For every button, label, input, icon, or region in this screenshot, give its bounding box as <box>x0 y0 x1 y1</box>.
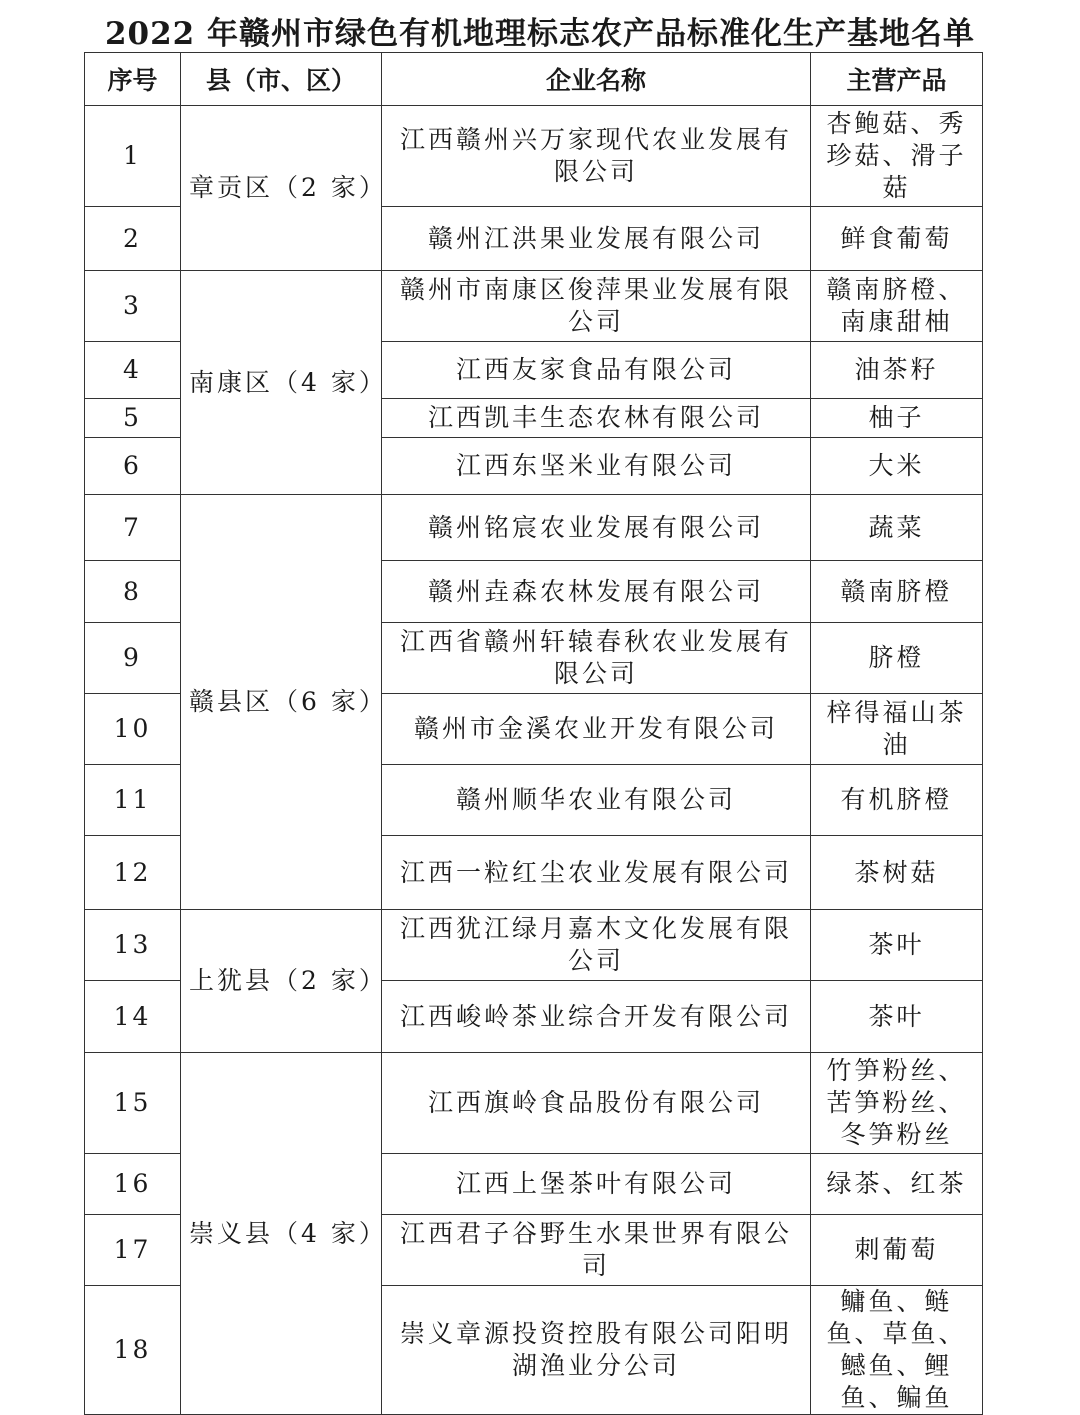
product-cell: 赣南脐橙 <box>811 561 983 623</box>
serial-cell: 2 <box>85 207 181 271</box>
serial-cell: 15 <box>85 1053 181 1154</box>
table-row <box>85 495 983 561</box>
table-header-row <box>85 53 983 106</box>
company-cell: 赣州市南康区俊萍果业发展有限公司 <box>382 271 811 342</box>
header-serial: 序号 <box>85 53 181 106</box>
county-cell: 赣县区（6 家） <box>181 495 382 910</box>
product-cell: 柚子 <box>811 399 983 438</box>
serial-cell: 10 <box>85 694 181 765</box>
company-cell: 赣州顺华农业有限公司 <box>382 765 811 836</box>
company-cell: 江西旗岭食品股份有限公司 <box>382 1053 811 1154</box>
company-cell: 崇义章源投资控股有限公司阳明湖渔业分公司 <box>382 1286 811 1415</box>
county-cell: 崇义县（4 家） <box>181 1053 382 1415</box>
serial-cell: 12 <box>85 836 181 910</box>
company-cell: 赣州垚森农林发展有限公司 <box>382 561 811 623</box>
company-cell: 赣州铭宸农业发展有限公司 <box>382 495 811 561</box>
product-cell: 有机脐橙 <box>811 765 983 836</box>
header-county: 县（市、区） <box>181 53 382 106</box>
serial-cell: 9 <box>85 623 181 694</box>
serial-cell: 7 <box>85 495 181 561</box>
base-list-table <box>84 52 983 1415</box>
table-row <box>85 271 983 342</box>
product-cell: 杏鲍菇、秀珍菇、滑子菇 <box>811 106 983 207</box>
product-cell: 绿茶、红茶 <box>811 1154 983 1215</box>
product-cell: 刺葡萄 <box>811 1215 983 1286</box>
county-cell: 章贡区（2 家） <box>181 106 382 271</box>
product-cell: 茶叶 <box>811 910 983 981</box>
company-cell: 江西东坚米业有限公司 <box>382 438 811 495</box>
header-product: 主营产品 <box>811 53 983 106</box>
serial-cell: 18 <box>85 1286 181 1415</box>
company-cell: 江西上堡茶叶有限公司 <box>382 1154 811 1215</box>
product-cell: 脐橙 <box>811 623 983 694</box>
serial-cell: 17 <box>85 1215 181 1286</box>
serial-cell: 8 <box>85 561 181 623</box>
company-cell: 江西友家食品有限公司 <box>382 342 811 399</box>
company-cell: 江西犹江绿月嘉木文化发展有限公司 <box>382 910 811 981</box>
serial-cell: 1 <box>85 106 181 207</box>
table-row <box>85 1053 983 1154</box>
company-cell: 江西赣州兴万家现代农业发展有限公司 <box>382 106 811 207</box>
company-cell: 江西凯丰生态农林有限公司 <box>382 399 811 438</box>
company-cell: 江西君子谷野生水果世界有限公司 <box>382 1215 811 1286</box>
serial-cell: 14 <box>85 981 181 1053</box>
serial-cell: 4 <box>85 342 181 399</box>
serial-cell: 5 <box>85 399 181 438</box>
product-cell: 鳙鱼、鲢鱼、草鱼、鳡鱼、鲤鱼、鳊鱼 <box>811 1286 983 1415</box>
table-row <box>85 910 983 981</box>
company-cell: 江西峻岭茶业综合开发有限公司 <box>382 981 811 1053</box>
serial-cell: 16 <box>85 1154 181 1215</box>
product-cell: 竹笋粉丝、苦笋粉丝、冬笋粉丝 <box>811 1053 983 1154</box>
serial-cell: 11 <box>85 765 181 836</box>
product-cell: 赣南脐橙、南康甜柚 <box>811 271 983 342</box>
product-cell: 梓得福山茶油 <box>811 694 983 765</box>
county-cell: 南康区（4 家） <box>181 271 382 495</box>
product-cell: 油茶籽 <box>811 342 983 399</box>
company-cell: 赣州市金溪农业开发有限公司 <box>382 694 811 765</box>
product-cell: 茶叶 <box>811 981 983 1053</box>
serial-cell: 13 <box>85 910 181 981</box>
product-cell: 大米 <box>811 438 983 495</box>
product-cell: 鲜食葡萄 <box>811 207 983 271</box>
table-row <box>85 106 983 207</box>
serial-cell: 6 <box>85 438 181 495</box>
company-cell: 江西省赣州轩辕春秋农业发展有限公司 <box>382 623 811 694</box>
header-company: 企业名称 <box>382 53 811 106</box>
product-cell: 蔬菜 <box>811 495 983 561</box>
product-cell: 茶树菇 <box>811 836 983 910</box>
company-cell: 江西一粒红尘农业发展有限公司 <box>382 836 811 910</box>
county-cell: 上犹县（2 家） <box>181 910 382 1053</box>
page-title: 2022 年赣州市绿色有机地理标志农产品标准化生产基地名单 <box>104 16 976 52</box>
serial-cell: 3 <box>85 271 181 342</box>
company-cell: 赣州江洪果业发展有限公司 <box>382 207 811 271</box>
